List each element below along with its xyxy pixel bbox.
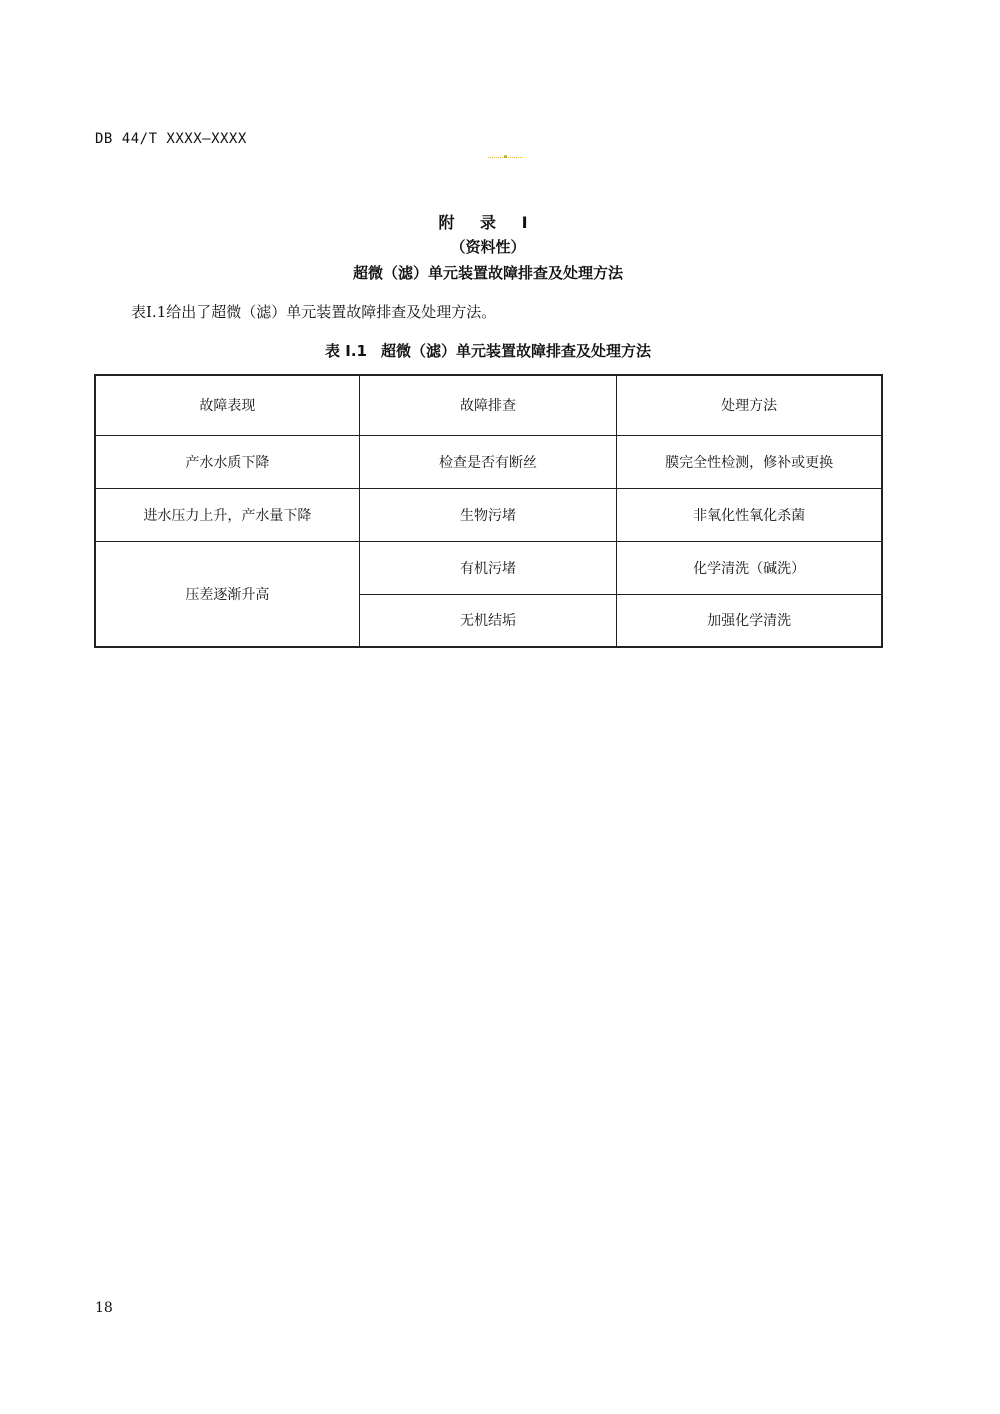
- header-symptom: 故障表现: [95, 375, 359, 435]
- cell-method: 膜完全性检测，修补或更换: [617, 435, 882, 488]
- header-check: 故障排查: [359, 375, 617, 435]
- table-caption-number: 表 I.1: [325, 342, 367, 360]
- intro-paragraph: 表I.1给出了超微（滤）单元装置故障排查及处理方法。: [131, 303, 497, 321]
- table-caption-title: 超微（滤）单元装置故障排查及处理方法: [380, 342, 651, 360]
- table-header-row: [95, 375, 882, 435]
- cell-symptom: 压差逐渐升高: [95, 541, 359, 647]
- table-row: [95, 541, 882, 594]
- cell-symptom: 进水压力上升，产水量下降: [95, 488, 359, 541]
- cell-symptom: 产水水质下降: [95, 435, 359, 488]
- table-row: [95, 488, 882, 541]
- cell-check: 生物污堵: [359, 488, 617, 541]
- header-dot-mark: [504, 155, 507, 158]
- appendix-heading: 超微（滤）单元装置故障排查及处理方法: [352, 264, 623, 282]
- cell-method: 加强化学清洗: [617, 594, 882, 647]
- cell-check: 无机结垢: [359, 594, 617, 647]
- fault-table: [94, 374, 883, 648]
- table-row: [95, 435, 882, 488]
- cell-method: 非氧化性氧化杀菌: [617, 488, 882, 541]
- cell-check: 有机污堵: [359, 541, 617, 594]
- page-number: 18: [95, 1300, 113, 1316]
- document-code: DB 44/T XXXX—XXXX: [95, 131, 247, 147]
- table-caption: [0, 340, 976, 361]
- appendix-type: （资料性）: [450, 238, 526, 256]
- appendix-title: 附 录 I: [438, 213, 538, 232]
- header-method: 处理方法: [617, 375, 882, 435]
- cell-method: 化学清洗（碱洗）: [617, 541, 882, 594]
- cell-check: 检查是否有断丝: [359, 435, 617, 488]
